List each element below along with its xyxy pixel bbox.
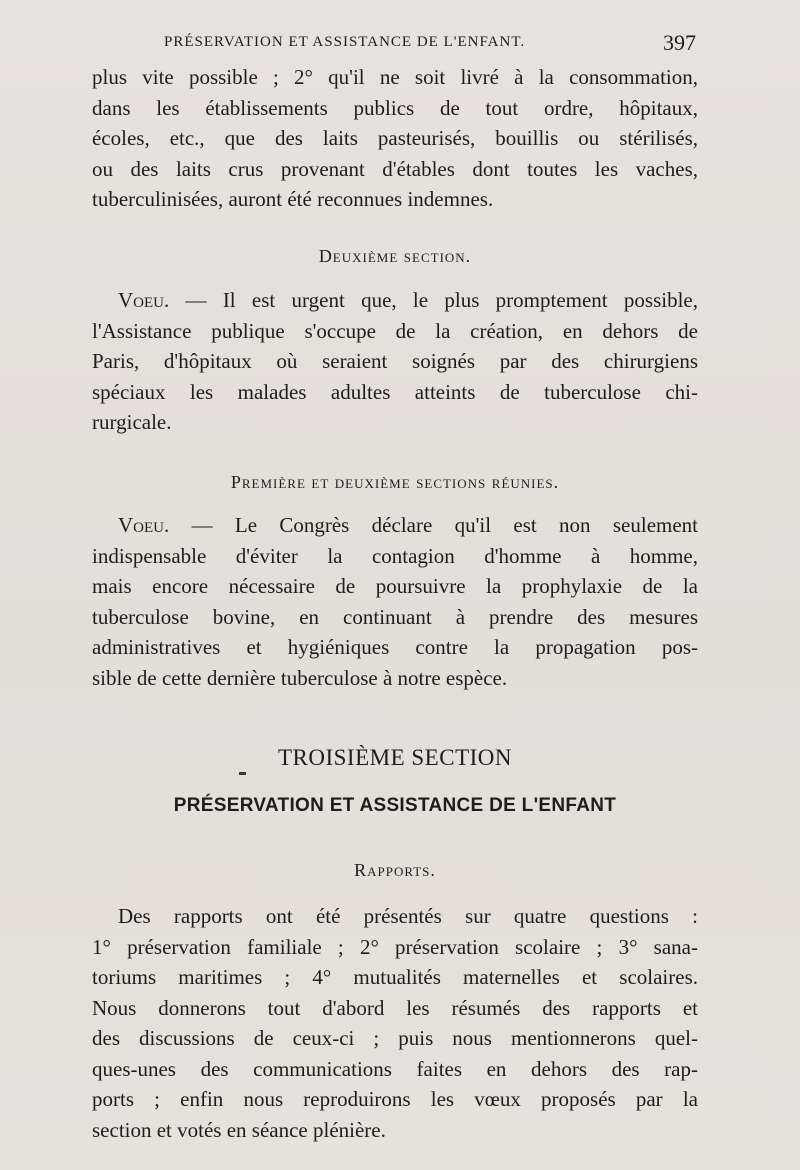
text-line: sible de cette dernière tuberculose à notre espèce. xyxy=(92,665,508,690)
text-line: des discussions de ceux-ci ; puis nous mentionnerons quel- xyxy=(92,1026,698,1050)
text-line: tuberculose bovine, en continuant à prendre des mesures xyxy=(92,604,698,629)
text-line: ou des laits crus provenant d'étables dont toutes les vaches, xyxy=(92,156,698,181)
page-number: 397 xyxy=(663,30,696,55)
text-line: 1° préservation familiale ; 2° préservation scolaire ; 3° sana- xyxy=(92,934,698,959)
text-line: ports ; enfin nous reproduirons les vœux proposés par la xyxy=(92,1087,698,1111)
stray-dash-mark xyxy=(239,772,246,775)
running-header xyxy=(92,30,696,60)
text-line xyxy=(92,510,698,541)
rapports-heading: Rapports. xyxy=(354,860,436,880)
voeu-label: Voeu. xyxy=(118,513,170,537)
text-line: indispensable d'éviter la contagion d'homme à homme, xyxy=(92,543,698,568)
text-line: section et votés en séance plénière. xyxy=(92,1117,386,1142)
voeu-text: — Le Congrès déclare qu'il est non seulement xyxy=(169,513,698,537)
section-subheading-enfant: PRÉSERVATION ET ASSISTANCE DE L'ENFANT xyxy=(173,795,617,816)
section-heading-reunies: Première et deuxième sections réunies. xyxy=(230,472,560,492)
text-line xyxy=(92,285,698,316)
section-heading-deuxieme: Deuxième section. xyxy=(318,246,472,266)
text-line: Paris, d'hôpitaux où seraient soignés par des chirurgiens xyxy=(92,349,698,373)
text-line: rurgicale. xyxy=(92,410,172,434)
text-line: Des rapports ont été présentés sur quatre questions : xyxy=(118,904,698,928)
text-line: toriums maritimes ; 4° mutualités maternelles et scolaires. xyxy=(92,965,698,989)
voeu-text: — Il est urgent que, le plus promptement possible, xyxy=(169,288,698,312)
paragraph-intro xyxy=(92,62,698,215)
text-line: tuberculinisées, auront été reconnues indemnes. xyxy=(92,187,494,211)
paragraph-rapports xyxy=(92,901,698,1145)
text-line: ques-unes des communications faites en dehors des rap- xyxy=(92,1056,698,1081)
voeu-label: Voeu. xyxy=(118,288,170,312)
text-line: dans les établissements publics de tout ordre, hôpitaux, xyxy=(92,95,698,120)
text-line: spéciaux les malades adultes atteints de tuberculose chi- xyxy=(92,379,698,404)
running-title: PRÉSERVATION ET ASSISTANCE DE L'ENFANT. xyxy=(164,34,526,50)
text-line: mais encore nécessaire de poursuivre la prophylaxie de la xyxy=(92,574,698,598)
section-heading-troisieme: TROISIÈME SECTION xyxy=(277,745,513,770)
text-line: plus vite possible ; 2° qu'il ne soit livré à la consommation, xyxy=(92,65,698,89)
text-line: l'Assistance publique s'occupe de la création, en dehors de xyxy=(92,318,698,343)
paragraph-voeu-deuxieme xyxy=(92,285,698,438)
text-line: écoles, etc., que des laits pasteurisés, bouillis ou stérilisés, xyxy=(92,126,698,150)
paragraph-voeu-reunies xyxy=(92,510,698,693)
text-line: administratives et hygiéniques contre la propagation pos- xyxy=(92,635,698,659)
text-line: Nous donnerons tout d'abord les résumés des rapports et xyxy=(92,995,698,1020)
